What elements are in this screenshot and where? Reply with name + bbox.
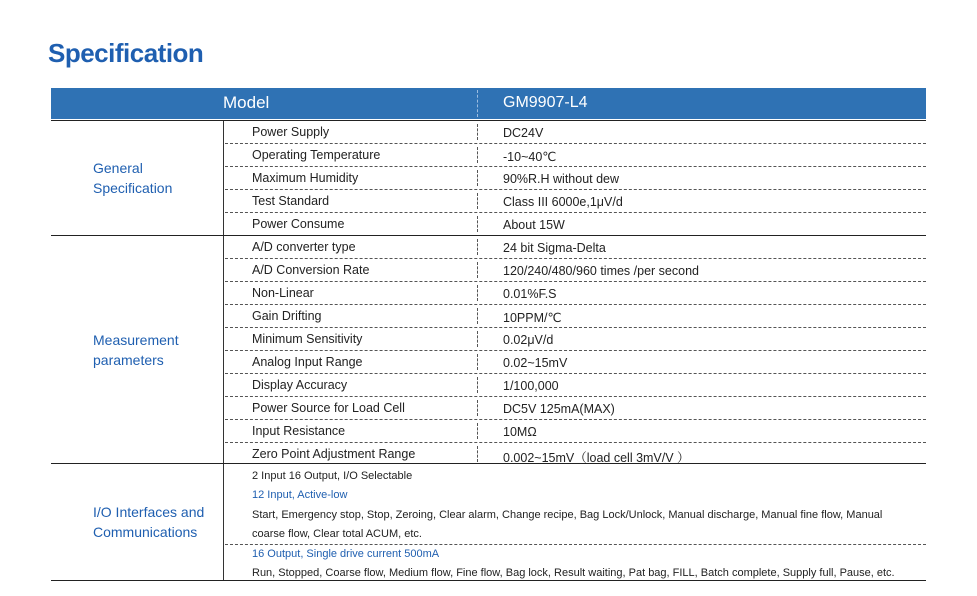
param-value: 120/240/480/960 times /per second (503, 264, 699, 278)
table-header (51, 88, 926, 119)
param-value: 10MΩ (503, 425, 537, 439)
section-io (51, 463, 926, 581)
input-description: Start, Emergency stop, Stop, Zeroing, Clear alarm, Change recipe, Bag Lock/Unlock, Manual discharge, Manual fine flow, Manual coarse flow, Clear total ACUM, etc. (225, 505, 926, 545)
param-name: Non-Linear (252, 286, 314, 300)
table-row (225, 397, 926, 420)
column-divider (477, 331, 478, 347)
column-divider (477, 216, 478, 232)
param-name: Analog Input Range (252, 355, 363, 369)
column-divider (477, 262, 478, 278)
param-value: DC24V (503, 126, 544, 140)
category-label: I/O Interfaces and Communications (93, 504, 205, 540)
param-value: 0.02~15mV (503, 356, 568, 370)
section-general (51, 120, 926, 235)
param-name: Power Consume (252, 217, 345, 231)
table-row (225, 420, 926, 443)
param-name: Input Resistance (252, 424, 346, 438)
param-value: 0.02μV/d (503, 333, 554, 347)
column-divider (477, 239, 478, 255)
io-rows (225, 464, 926, 583)
param-value: Class III 6000e,1μV/d (503, 195, 623, 209)
param-name: Display Accuracy (252, 378, 348, 392)
param-value: 10PPM/℃ (503, 311, 562, 325)
category-label: General Specification (93, 160, 173, 196)
column-divider (477, 124, 478, 140)
table-row (225, 259, 926, 282)
param-name: A/D converter type (252, 240, 356, 254)
param-value: 90%R.H without dew (503, 172, 620, 186)
param-value: 1/100,000 (503, 379, 559, 393)
table-row (225, 305, 926, 328)
column-divider (477, 423, 478, 439)
table-row (225, 144, 926, 167)
column-divider (477, 354, 478, 370)
param-name: Maximum Humidity (252, 171, 359, 185)
model-label: Model (223, 93, 270, 112)
param-name: Gain Drifting (252, 309, 322, 323)
column-divider (477, 193, 478, 209)
input-heading: 12 Input, Active-low (252, 489, 348, 501)
output-heading: 16 Output, Single drive current 500mA (252, 548, 440, 560)
column-divider (477, 170, 478, 186)
column-divider (477, 446, 478, 462)
column-divider (477, 308, 478, 324)
general-rows (225, 121, 926, 236)
column-divider (477, 400, 478, 416)
model-value: GM9907-L4 (503, 94, 588, 111)
table-row (225, 374, 926, 397)
param-name: Power Supply (252, 125, 330, 139)
param-value: 0.002~15mV（load cell 3mV/V ） (503, 451, 690, 465)
param-value: About 15W (503, 218, 565, 232)
category-label: Measurement parameters (93, 331, 179, 368)
param-name: A/D Conversion Rate (252, 263, 370, 277)
param-name: Power Source for Load Cell (252, 401, 405, 415)
table-row (225, 282, 926, 305)
category-measurement (51, 236, 224, 463)
table-row (225, 351, 926, 374)
category-general (51, 121, 224, 235)
table-row (225, 213, 926, 236)
table-row (225, 190, 926, 213)
param-value: 0.01%F.S (503, 287, 557, 301)
measurement-rows (225, 236, 926, 466)
param-value: DC5V 125mA(MAX) (503, 402, 615, 416)
table-row (225, 328, 926, 351)
param-name: Minimum Sensitivity (252, 332, 363, 346)
section-measurement (51, 235, 926, 463)
table-row (225, 236, 926, 259)
category-io (51, 464, 224, 580)
header-divider (477, 90, 478, 117)
param-value: -10~40℃ (503, 150, 557, 164)
param-value: 24 bit Sigma-Delta (503, 241, 606, 255)
output-description: Run, Stopped, Coarse flow, Medium flow, Fine flow, Bag lock, Result waiting, Pat bag, FILL, Batch complete, Supply full, Pause, etc. (252, 567, 895, 579)
param-name: Operating Temperature (252, 148, 381, 162)
table-row (225, 121, 926, 144)
io-summary: 2 Input 16 Output, I/O Selectable (252, 470, 413, 482)
page-title: Specification (48, 38, 204, 68)
table-row (225, 167, 926, 190)
column-divider (477, 147, 478, 163)
column-divider (477, 285, 478, 301)
param-name: Test Standard (252, 194, 330, 208)
column-divider (477, 377, 478, 393)
param-name: Zero Point Adjustment Range (252, 447, 416, 461)
